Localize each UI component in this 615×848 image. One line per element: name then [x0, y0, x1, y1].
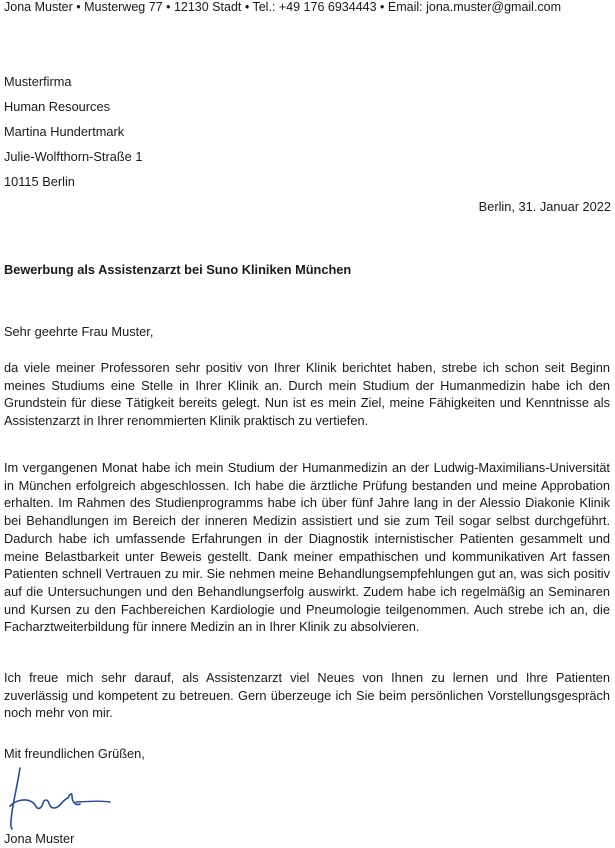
sender-header-name: Jona Muster	[4, 0, 73, 14]
letter-closing: Mit freundlichen Grüßen,	[4, 746, 145, 761]
letter-date: Berlin, 31. Januar 2022	[478, 199, 611, 214]
recipient-street: Julie-Wolfthorn-Straße 1	[4, 149, 143, 164]
sender-header-email: Email: jona.muster@gmail.com	[387, 0, 562, 14]
recipient-city: 10115 Berlin	[4, 174, 75, 189]
letter-subject: Bewerbung als Assistenzarzt bei Suno Kliniken München	[4, 262, 352, 277]
letter-salutation: Sehr geehrte Frau Muster,	[4, 324, 154, 339]
header-separator: •	[162, 0, 174, 14]
recipient-company: Musterfirma	[4, 74, 72, 89]
sender-header-phone: Tel.: +49 176 6934443	[252, 0, 377, 14]
sender-name: Jona Muster	[4, 831, 75, 846]
body-paragraph-3: Ich freue mich sehr darauf, als Assistenzarzt viel Neues von Ihnen zu lernen und Ihre Patienten zuverlässig und kompetent zu betreuen. Gern überzeuge ich Sie beim persönlichen Vorstellungsgespräch noch mehr von mir.	[4, 670, 610, 721]
sender-header-city: 12130 Stadt	[173, 0, 242, 14]
header-separator: •	[72, 0, 85, 14]
body-paragraph-1: da viele meiner Professoren sehr positiv von Ihrer Klinik berichtet haben, strebe ich schon seit Beginn meines Studiums eine Stelle in Ihrer Klinik an. Durch mein Studium der Humanmedizin habe ich den Grundstein für diese Tätigkeit bereits gelegt. Nun ist es mein Ziel, meine Fähigkeiten und Kenntnisse als Assistenzarzt in Ihrer renommierten Klinik praktisch zu vertiefen.	[4, 360, 610, 429]
recipient-person: Martina Hundertmark	[4, 124, 125, 139]
header-separator: •	[241, 0, 253, 14]
sender-header	[4, 0, 561, 14]
body-paragraph-2: Im vergangenen Monat habe ich mein Studium der Humanmedizin an der Ludwig-Maximilians-Universität in München erfolgreich abgeschlossen. Ich habe die ärztliche Prüfung bestanden und meine Approbation erhalten. Im Rahmen des Studienprogramms habe ich über fünf Jahre lang in der Alessio Diakonie Klinik bei Behandlungen im Bereich der inneren Medizin assistiert und sie zum Teil sogar selbst durchgeführt. Dadurch habe ich umfassende Erfahrungen in der Diagnostik internistischer Patienten gesammelt und meine Belastbarkeit unter Beweis gestellt. Dank meiner empathischen und kommunikativen Art fassen Patienten schnell Vertrauen zu mir. Sie nehmen meine Behandlungsempfehlungen gut an, was sich positiv auf die Untersuchungen und den Behandlungserfolg auswirkt. Zudem habe ich regelmäßig an Seminaren und Kursen zu den Fachbereichen Kardiologie und Pneumologie teilgenommen. Auch strebe ich an, die Facharztweiterbildung für innere Medizin an in Ihrer Klinik zu absolvieren.	[4, 460, 610, 635]
recipient-department: Human Resources	[4, 99, 110, 114]
sender-header-street: Musterweg 77	[84, 0, 163, 14]
handwritten-signature	[6, 762, 116, 832]
header-separator: •	[376, 0, 388, 14]
